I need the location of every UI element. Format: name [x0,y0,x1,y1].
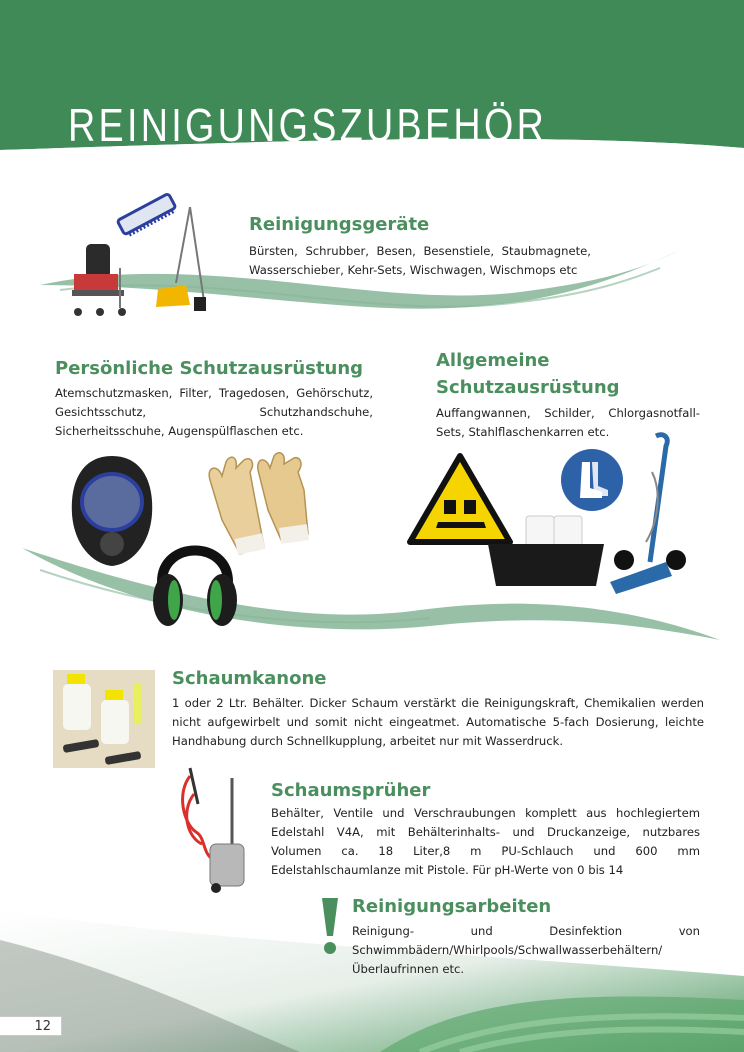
exclamation-icon [318,896,342,956]
foam-sprayer-icon [176,764,256,894]
page-title: REINIGUNGSZUBEHÖR [68,99,548,151]
heading-persoenliche-schutzausruestung: Persönliche Schutzausrüstung [55,358,364,379]
text-schaumspruher: Behälter, Ventile und Verschraubungen komplett aus hochlegiertem Edelstahl V4A, mit Behälterinhalts- und Druckanzeige, nutzbares Volumen ca. 18 Liter,8 m PU-Schlauch und 600 mm Edelstahlschaumlanze mit Pistole. Für pH-Werte von 0 bis 14 [271,806,700,877]
respirator-mask-icon [62,452,162,570]
heading-schaumspruher: Schaumsprüher [271,780,431,801]
foam-cannon-icon [53,670,155,768]
broom-dustpan-icon [150,205,210,315]
heading-allgemeine-schutzausruestung-line1: Allgemeine [436,350,550,371]
heading-reinigungsgeraete: Reinigungsgeräte [249,214,430,235]
spill-tray-canisters-icon [486,512,606,592]
text-reinigungsarbeiten: Reinigung- und Desinfektion von Schwimmbädern/Whirlpools/Schwallwasserbehältern/Überlaufrinnen etc. [352,924,700,976]
heading-allgemeine-schutzausruestung-line2: Schutzausrüstung [436,377,620,398]
heading-reinigungsarbeiten: Reinigungsarbeiten [352,896,552,917]
page-number: 12 [0,1016,62,1036]
text-persoenliche-schutzausruestung: Atemschutzmasken, Filter, Tragedosen, Gehörschutz, Gesichtsschutz, Schutzhandschuhe, Sicherheitsschuhe, Augenspülflaschen etc. [55,386,373,438]
text-reinigungsgeraete: Bürsten, Schrubber, Besen, Besenstiele, Staubmagnete, Wasserschieber, Kehr-Sets, Wischwagen, Wischmops etc [249,244,591,277]
cleaning-cart-icon [70,238,130,320]
gas-cylinder-trolley-icon [606,432,692,594]
text-allgemeine-schutzausruestung: Auffangwannen, Schilder, Chlorgasnotfall-Sets, Stahlflaschenkarren etc. [436,406,700,439]
text-schaumkanone: 1 oder 2 Ltr. Behälter. Dicker Schaum verstärkt die Reinigungskraft, Chemikalien werden nicht aufgewirbelt und somit nicht eingeatmet. Automatische 5-fach Dosierung, leichte Handhabung durch Schnellkupplung, arbeitet nur mit Wasserdruck. [172,696,704,748]
heading-schaumkanone: Schaumkanone [172,668,327,689]
work-gloves-icon [200,450,320,560]
